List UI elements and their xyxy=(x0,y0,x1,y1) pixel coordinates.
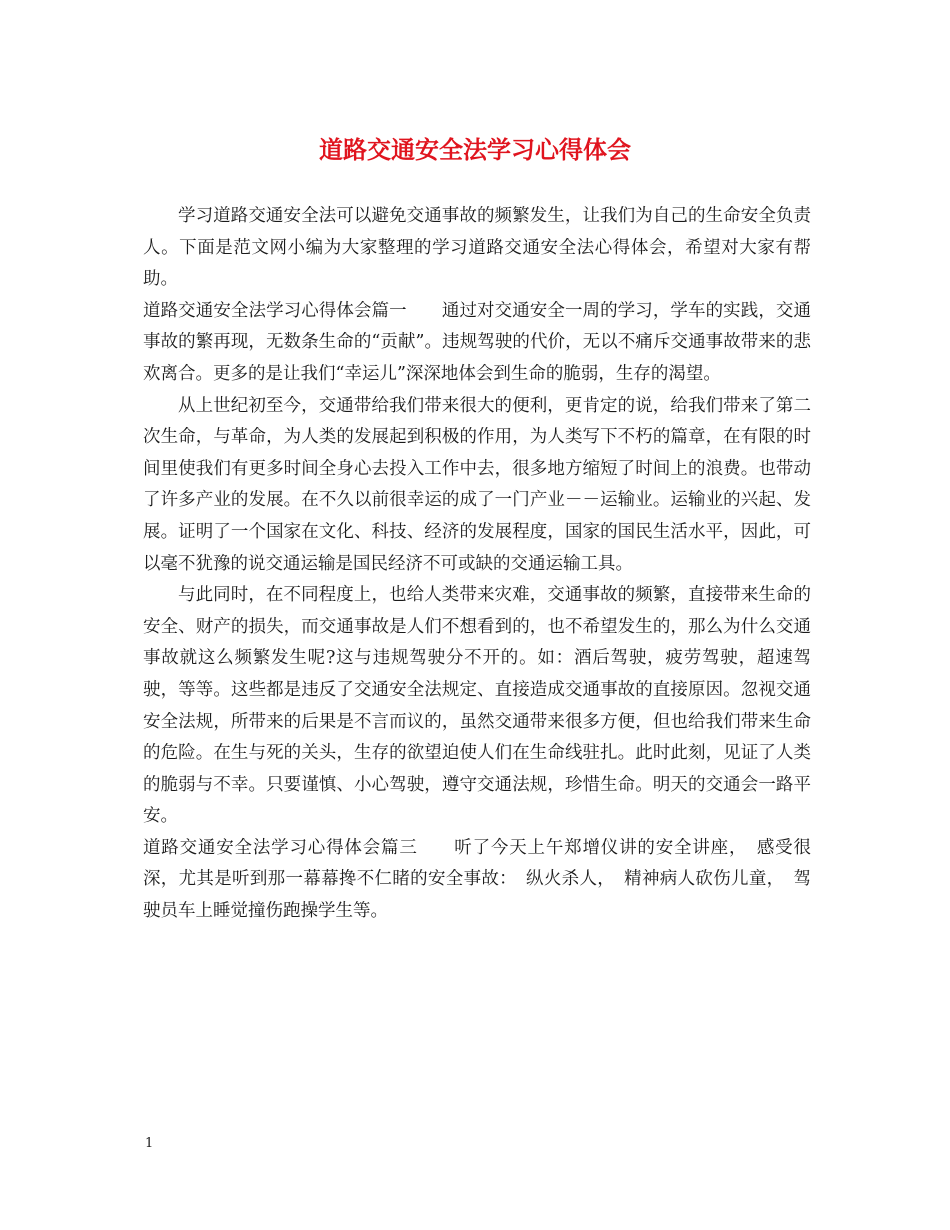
document-title: 道路交通安全法学习心得体会 xyxy=(319,135,631,164)
paragraph-transport-benefits: 从上世纪初至今，交通带给我们带来很大的便利，更肯定的说，给我们带来了第二次生命，与革命，为人类的发展起到积极的作用，为人类写下不朽的篇章，在有限的时间里使我们有更多时间全身心去投入工作中去，很多地方缩短了时间上的浪费。也带动了许多产业的发展。在不久以前很幸运的成了一门产业－－运输业。运输业的兴起、发展。证明了一个国家在文化、科技、经济的发展程度，国家的国民生活水平，因此，可以毫不犹豫的说交通运输是国民经济不可或缺的交通运输工具。 xyxy=(143,395,811,574)
document-body xyxy=(143,201,811,928)
paragraph-part-three: 道路交通安全法学习心得体会篇三 听了今天上午郑增仪讲的安全讲座， 感受很深，尤其是听到那一幕幕搀不仁睹的安全事故： 纵火杀人， 精神病人砍伤儿童， 驾驶员车上睡觉撞伤跑操学生等。 xyxy=(143,837,811,922)
paragraph-transport-dangers: 与此同时，在不同程度上，也给人类带来灾难，交通事故的频繁，直接带来生命的安全、财产的损失，而交通事故是人们不想看到的，也不希望发生的，那么为什么交通事故就这么频繁发生呢?这与违规驾驶分不开的。如：酒后驾驶，疲劳驾驶，超速驾驶，等等。这些都是违反了交通安全法规定、直接造成交通事故的直接原因。忽视交通安全法规，所带来的后果是不言而议的，虽然交通带来很多方便，但也给我们带来生命的危险。在生与死的关头，生存的欲望迫使人们在生命线驻扎。此时此刻，见证了人类的脆弱与不幸。只要谨慎、小心驾驶，遵守交通法规，珍惜生命。明天的交通会一路平安。 xyxy=(143,585,811,827)
page-number: 1 xyxy=(145,1136,154,1151)
paragraph-intro: 学习道路交通安全法可以避免交通事故的频繁发生，让我们为自己的生命安全负责人。下面是范文网小编为大家整理的学习道路交通安全法心得体会，希望对大家有帮助。 xyxy=(143,206,811,290)
paragraph-part-one: 道路交通安全法学习心得体会篇一 通过对交通安全一周的学习，学车的实践，交通事故的繁再现，无数条生命的“贡献”。违规驾驶的代价，无以不痛斥交通事故带来的悲欢离合。更多的是让我们“幸运儿”深深地体会到生命的脆弱，生存的渴望。 xyxy=(143,300,811,384)
